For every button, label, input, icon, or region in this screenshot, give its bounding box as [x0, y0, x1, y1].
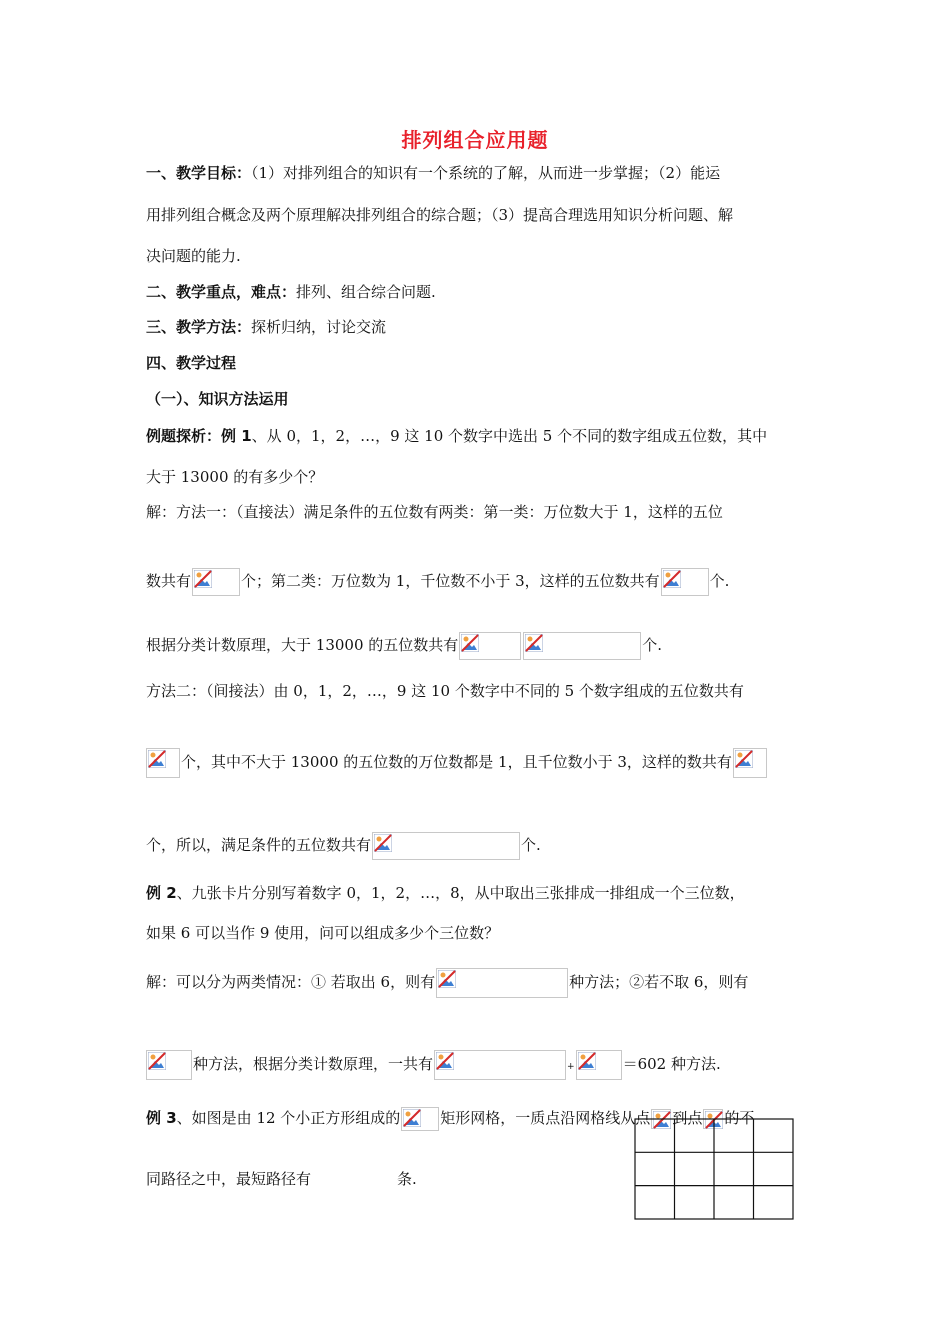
- example2-label: 例 2: [146, 884, 177, 902]
- text-segment: 数共有: [146, 572, 192, 590]
- example1-solution-2: [146, 568, 729, 596]
- plus-sign: +: [567, 1062, 575, 1072]
- key-points-line: [146, 281, 436, 303]
- text-segment: 条.: [397, 1170, 417, 1188]
- formula-image-placeholder: [192, 568, 240, 596]
- broken-image-icon: [374, 834, 392, 852]
- formula-image-placeholder: [436, 968, 568, 998]
- example1-solution-3: [146, 632, 662, 660]
- example1-label: 例题探析：例 1: [146, 427, 252, 445]
- text-segment: 个.: [709, 572, 730, 590]
- example1-solution-1: 解：方法一：（直接法）满足条件的五位数有两类：第一类：万位数大于 1，这样的五位: [146, 503, 723, 521]
- example1-method2-2: [146, 748, 768, 778]
- broken-image-icon: [735, 750, 753, 768]
- formula-image-placeholder: [661, 568, 709, 596]
- objectives-line-1: [146, 162, 720, 184]
- example2-solution-2: [146, 1050, 721, 1080]
- example3-question-2: [146, 1168, 417, 1190]
- text-segment: 个.: [521, 836, 541, 854]
- example1-question-1: [146, 425, 767, 447]
- rectangular-grid-diagram: [634, 1118, 796, 1222]
- text-segment: 个.: [642, 636, 663, 654]
- text-segment: 根据分类计数原理，大于 13000 的五位数共有: [146, 636, 459, 654]
- methods-label: 三、教学方法：: [146, 318, 252, 336]
- objectives-label: 一、教学目标：: [146, 164, 252, 182]
- formula-image-placeholder: [146, 1050, 192, 1080]
- broken-image-icon: [525, 634, 543, 652]
- example2-question-2: 如果 6 可以当作 9 使用，问可以组成多少个三位数？: [146, 924, 500, 942]
- formula-image-placeholder: [459, 632, 521, 660]
- broken-image-icon: [194, 570, 212, 588]
- objectives-line-2: 用排列组合概念及两个原理解决排列组合的综合题；（3）提高合理选用知识分析问题、解: [146, 206, 734, 224]
- example3-label: 例 3: [146, 1109, 177, 1127]
- key-points-label: 二、教学重点，难点：: [146, 283, 297, 301]
- formula-image-placeholder: [576, 1050, 622, 1080]
- formula-image-placeholder: [523, 632, 641, 660]
- page-title: 排列组合应用题: [401, 128, 549, 152]
- example2-text: 、九张卡片分别写着数字 0，1，2，…，8，从中取出三张排成一排组成一个三位数，: [176, 884, 745, 902]
- text-segment: 个，其中不大于 13000 的五位数的万位数都是 1，且千位数小于 3，这样的数共有: [181, 753, 732, 771]
- text-segment: 同路径之中，最短路径有: [146, 1170, 312, 1188]
- formula-image-placeholder: [372, 832, 520, 860]
- subsection-heading: （一）、知识方法运用: [146, 390, 289, 408]
- text-segment: 种方法，根据分类计数原理，一共有: [193, 1055, 434, 1073]
- text-segment: 的不: [724, 1109, 755, 1127]
- broken-image-icon: [578, 1052, 596, 1070]
- formula-image-placeholder: [401, 1107, 439, 1131]
- formula-image-placeholder: [146, 748, 180, 778]
- methods-text: 探析归纳，讨论交流: [251, 318, 387, 336]
- text-segment: 解：可以分为两类情况：① 若取出 6，则有: [146, 973, 436, 991]
- key-points-text: 排列、组合综合问题.: [296, 283, 436, 301]
- example1-question-2: 大于 13000 的有多少个？: [146, 468, 324, 486]
- broken-image-icon: [438, 970, 456, 988]
- broken-image-icon: [461, 634, 479, 652]
- example2-question-1: [146, 882, 745, 904]
- methods-line: [146, 316, 386, 338]
- text-segment: ＝602 种方法.: [622, 1055, 721, 1073]
- text-segment: 到点: [672, 1109, 703, 1127]
- text-segment: 、如图是由 12 个小正方形组成的: [176, 1109, 401, 1127]
- broken-image-icon: [148, 750, 166, 768]
- objectives-line-3: 决问题的能力.: [146, 247, 241, 265]
- text-segment: 种方法；②若不取 6，则有: [569, 973, 749, 991]
- example2-solution-1: [146, 968, 748, 998]
- process-heading: 四、教学过程: [146, 354, 237, 372]
- broken-image-icon: [148, 1052, 166, 1070]
- example1-method2-1: 方法二：（间接法）由 0，1，2，…，9 这 10 个数字中不同的 5 个数字组成的五位数共有: [146, 682, 744, 700]
- formula-image-placeholder: [733, 748, 767, 778]
- text-segment: 个，所以，满足条件的五位数共有: [146, 836, 372, 854]
- text-segment: 个；第二类：万位数为 1，千位数不小于 3，这样的五位数共有: [241, 572, 660, 590]
- broken-image-icon: [436, 1052, 454, 1070]
- text-segment: 矩形网格，一质点沿网格线从点: [440, 1109, 651, 1127]
- objectives-text: （1）对排列组合的知识有一个系统的了解，从而进一步掌握；（2）能运: [251, 164, 721, 182]
- formula-image-placeholder: [434, 1050, 566, 1080]
- example1-method2-3: [146, 832, 541, 860]
- example1-text: 、从 0，1，2，…，9 这 10 个数字中选出 5 个不同的数字组成五位数，其中: [251, 427, 768, 445]
- broken-image-icon: [663, 570, 681, 588]
- broken-image-icon: [403, 1109, 421, 1127]
